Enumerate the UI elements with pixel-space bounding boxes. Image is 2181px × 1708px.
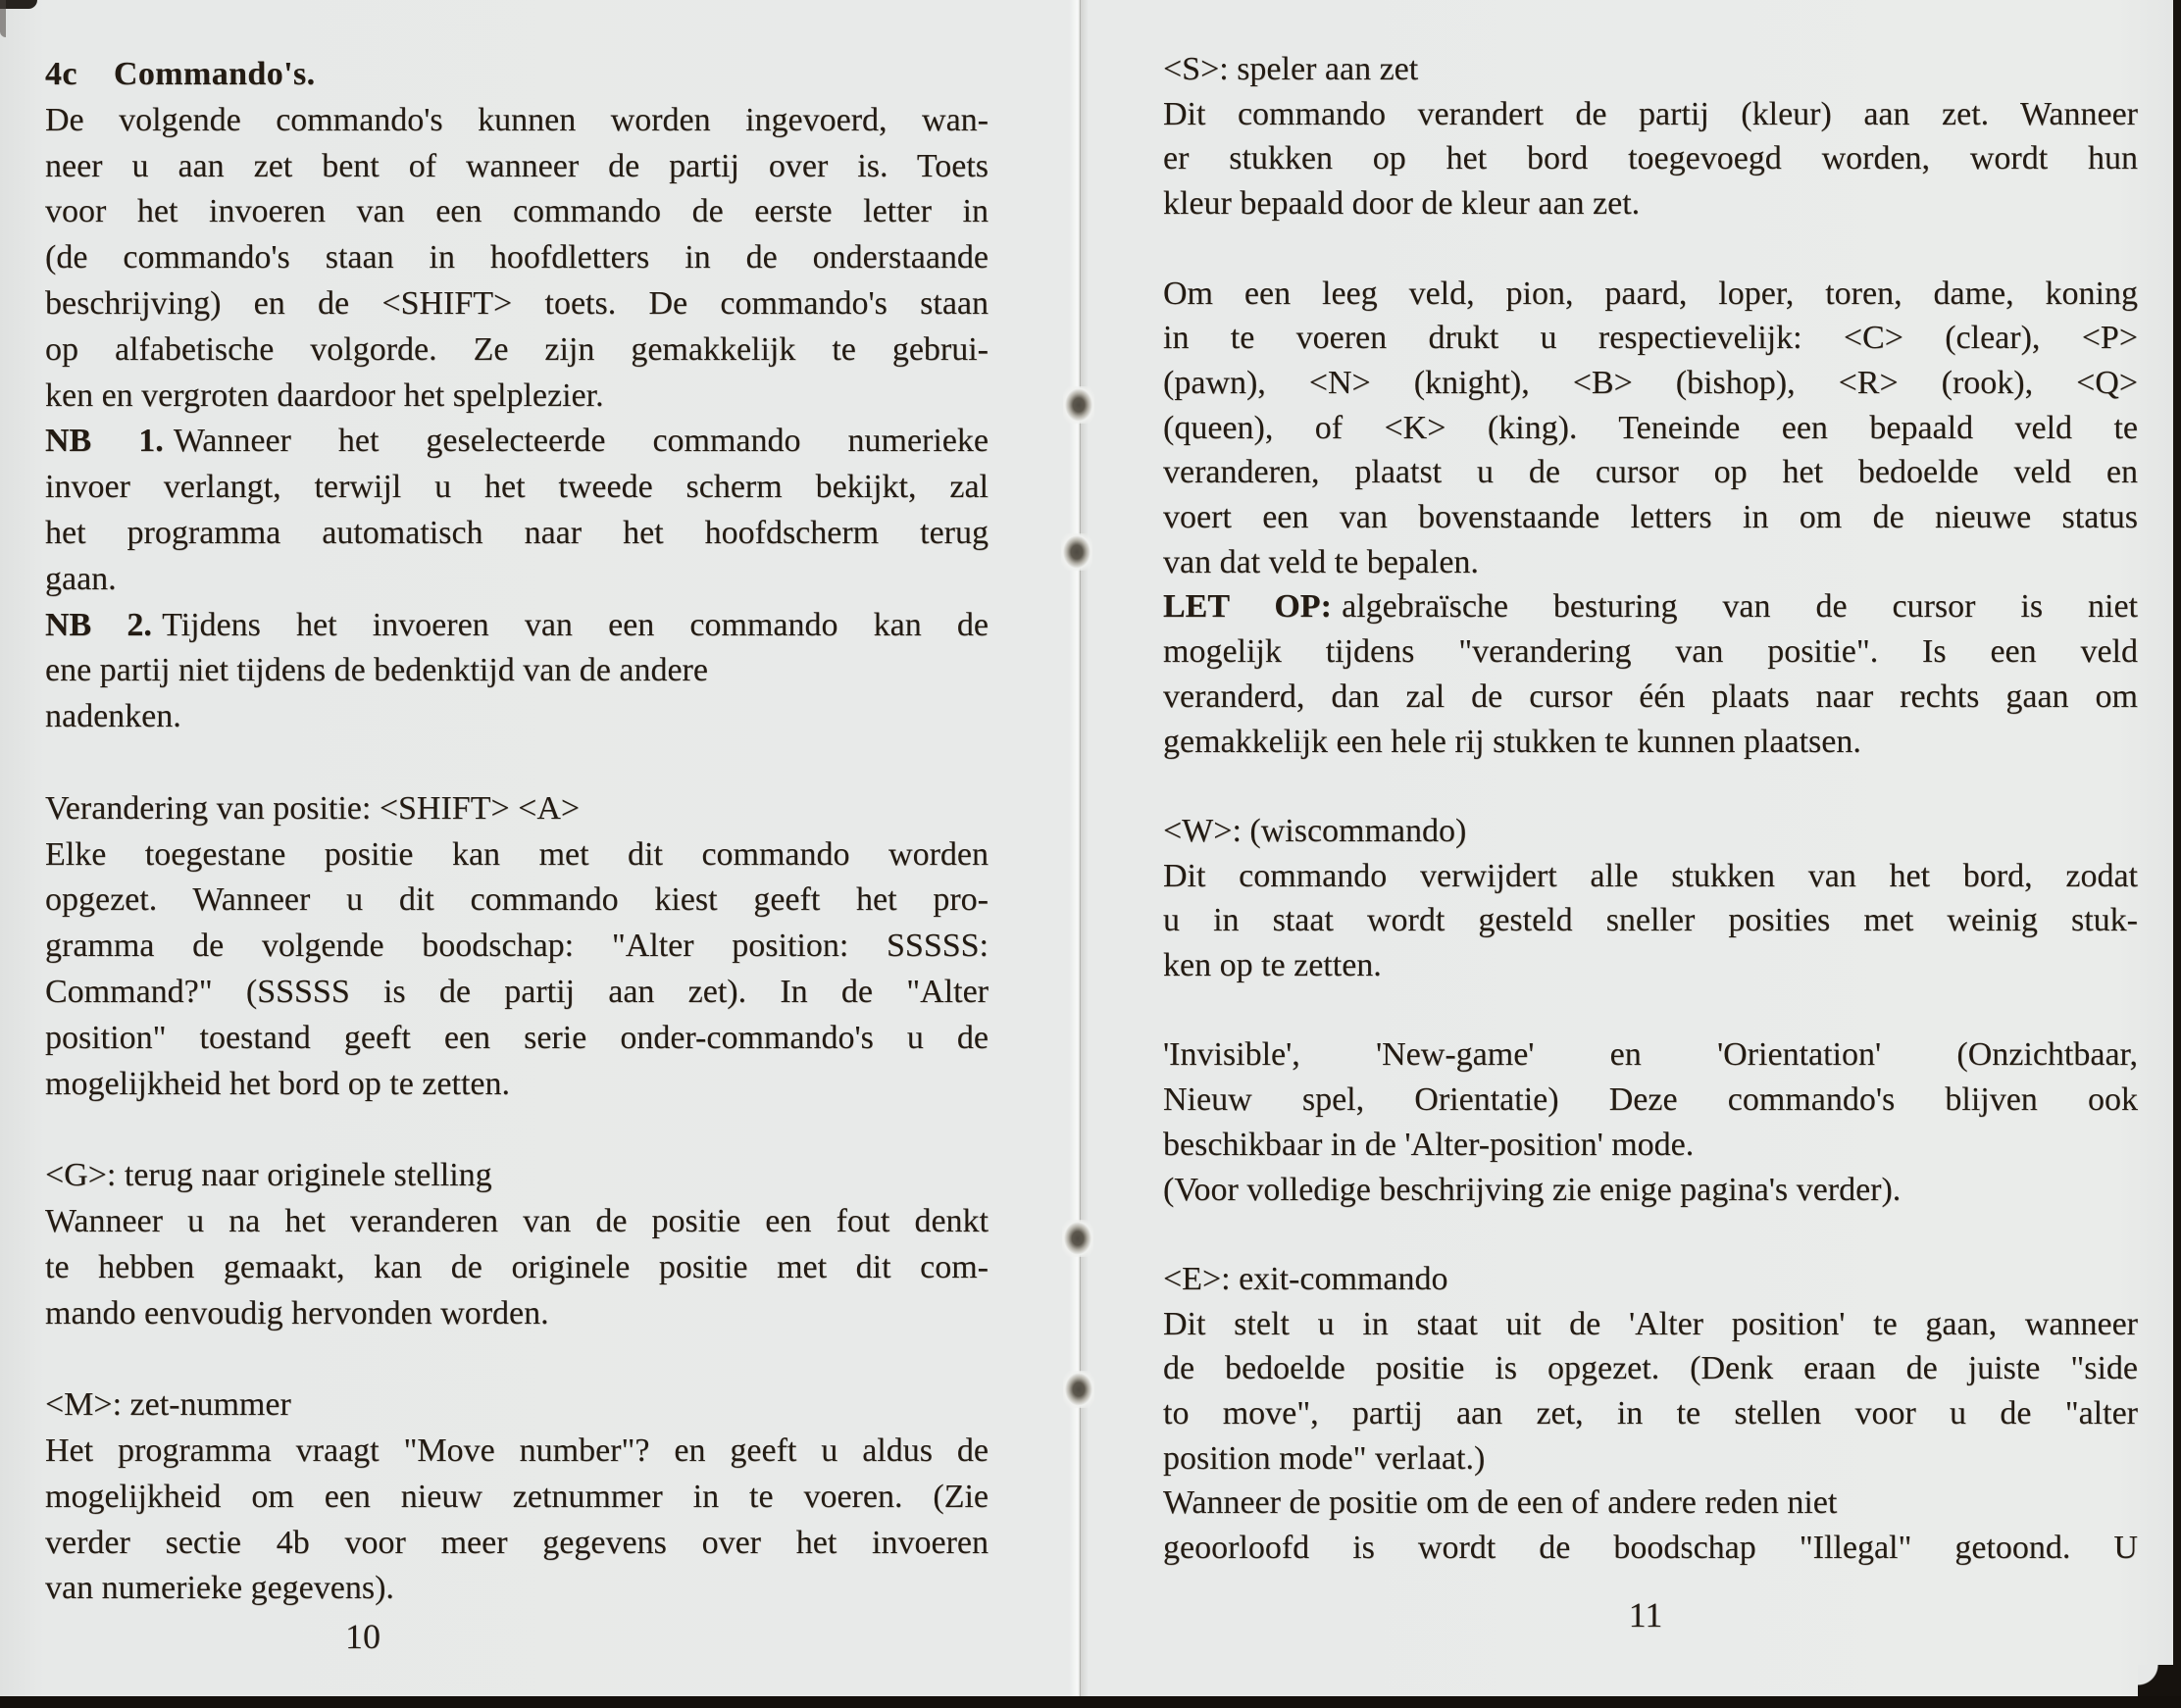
text-line: opgezet. Wanneer u dit commando kiest geeft het pro- (45, 881, 989, 919)
staple-mark (1061, 533, 1092, 571)
text-line: (pawn), <N> (knight), <B> (bishop), <R> (rook), <Q> (1163, 364, 2138, 401)
page-number-right: 11 (1628, 1595, 1663, 1634)
text-line: er stukken op het bord toegevoegd worden, wordt hun (1163, 140, 2138, 177)
staple-mark (1062, 1220, 1093, 1257)
text-line: voert een van bovenstaande letters in om de nieuwe status (1163, 499, 2138, 536)
text-line: beschikbaar in de 'Alter-position' mode. (1163, 1126, 1695, 1163)
text-line: Elke toegestane positie kan met dit commando worden (45, 835, 989, 873)
paragraph-gap (45, 1336, 989, 1382)
text-line: neer u aan zet bent of wanneer de partij over is. Toets (45, 147, 989, 184)
scan-corner-bottom-right (2138, 1665, 2173, 1696)
paragraph-gap (45, 740, 989, 786)
text-line: te hebben gemaakt, kan de originele positie met dit com- (45, 1248, 989, 1285)
text-line: van numerieke gegevens). (45, 1570, 394, 1607)
page-number-left: 10 (345, 1617, 380, 1656)
paragraph-gap (1163, 1212, 2138, 1257)
staple-mark (1063, 1371, 1094, 1408)
scan-edge-bottom (0, 1696, 2181, 1708)
section-number: 4c (45, 56, 77, 92)
center-fold (1069, 0, 1089, 1696)
text-line: de bedoelde positie is opgezet. (Denk eraan de juiste "side (1163, 1350, 2138, 1387)
text-line: veranderd, dan zal de cursor één plaats naar rechts gaan om (1163, 678, 2138, 715)
text-line: geoorloofd is wordt de boodschap "Illegal" getoond. U (1163, 1530, 2138, 1567)
right-page (1163, 47, 2138, 1571)
text-line: kleur bepaald door de kleur aan zet. (1163, 185, 1641, 223)
text-line: (queen), of <K> (king). Teneinde een bepaald veld te (1163, 409, 2138, 446)
bold-lead: NB 1. (45, 423, 164, 460)
text-line: ene partij niet tijdens de bedenktijd van de andere (45, 652, 708, 689)
text-line: het programma automatisch naar het hoofdscherm terug (45, 514, 989, 551)
text-line: position" toestand geeft een serie onder-commando's u de (45, 1019, 989, 1056)
text-line: to move", partij aan zet, in te stellen voor u de "alter (1163, 1395, 2138, 1432)
center-fold-crease (1080, 0, 1081, 1696)
text-line: <G>: terug naar originele stelling (45, 1157, 492, 1194)
text-line: Dit commando verwijdert alle stukken van het bord, zodat (1163, 857, 2138, 894)
text-line: in te voeren drukt u respectievelijk: <C> (clear), <P> (1163, 320, 2138, 357)
text-line: voor het invoeren van een commando de eerste letter in (45, 193, 989, 230)
scan-corner-top-left-edge (0, 0, 6, 37)
section-title: Commando's. (113, 56, 316, 92)
text-line: veranderen, plaatst u de cursor op het bedoelde veld en (1163, 454, 2138, 491)
text-line: Om een leeg veld, pion, paard, loper, toren, dame, koning (1163, 275, 2138, 312)
text-line: Nieuw spel, Orientatie) Deze commando's blijven ook (1163, 1081, 2138, 1119)
text-line: <M>: zet-nummer (45, 1386, 291, 1424)
staple-mark (1063, 386, 1094, 424)
text-line: NB 1. Wanneer het geselecteerde commando numerieke (45, 423, 989, 460)
text-line: (Voor volledige beschrijving zie enige pagina's verder). (1163, 1171, 1902, 1208)
text-line: Het programma vraagt "Move number"? en geeft u aldus de (45, 1432, 989, 1469)
bold-lead: NB 2. (45, 606, 152, 643)
text-line: mogelijkheid het bord op te zetten. (45, 1065, 510, 1102)
paragraph-gap (1163, 226, 2138, 272)
text-line: Verandering van positie: <SHIFT> <A> (45, 789, 581, 827)
text-line: nadenken. (45, 698, 181, 735)
left-page (45, 52, 989, 1612)
text-line: NB 2. Tijdens het invoeren van een commando kan de (45, 606, 989, 643)
text-line: ken op te zetten. (1163, 947, 1382, 984)
text-line: van dat veld te bepalen. (1163, 543, 1479, 580)
text-line: Wanneer u na het veranderen van de positie een fout denkt (45, 1202, 989, 1239)
text-line: gramma de volgende boodschap: "Alter position: SSSSS: (45, 928, 989, 965)
text-line: 'Invisible', 'New-game' en 'Orientation' (Onzichtbaar, (1163, 1036, 2138, 1074)
text-line: mogelijkheid om een nieuw zetnummer in te voeren. (Zie (45, 1478, 989, 1515)
text-line: De volgende commando's kunnen worden ingevoerd, wan- (45, 101, 989, 138)
text-line: (de commando's staan in hoofdletters in de onderstaande (45, 239, 989, 276)
scan-edge-right (2173, 0, 2181, 1708)
bold-lead: LET OP: (1163, 588, 1332, 626)
text-line: Dit stelt u in staat uit de 'Alter position' te gaan, wanneer (1163, 1305, 2138, 1342)
text-line: <W>: (wiscommando) (1163, 812, 1467, 849)
text-line: Wanneer de positie om de een of andere reden niet (1163, 1484, 1838, 1522)
text-line: Dit commando verandert de partij (kleur) aan zet. Wanneer (1163, 95, 2138, 132)
text-line: verder sectie 4b voor meer gegevens over het invoeren (45, 1524, 989, 1561)
text-line: <S>: speler aan zet (1163, 51, 1419, 87)
text-line: mando eenvoudig hervonden worden. (45, 1294, 549, 1331)
paragraph-gap (1163, 764, 2138, 809)
text-line: beschrijving) en de <SHIFT> toets. De commando's staan (45, 284, 989, 322)
text-line: Command?" (SSSSS is de partij aan zet). In de "Alter (45, 973, 989, 1010)
paragraph-gap (45, 1107, 989, 1153)
text-line: op alfabetische volgorde. Ze zijn gemakkelijk te gebrui- (45, 330, 989, 368)
text-line: mogelijk tijdens "verandering van positie". Is een veld (1163, 633, 2138, 671)
text-line: gaan. (45, 560, 117, 597)
text-line: gemakkelijk een hele rij stukken te kunnen plaatsen. (1163, 723, 1861, 760)
text-line: invoer verlangt, terwijl u het tweede scherm bekijkt, zal (45, 469, 989, 506)
text-line: ken en vergroten daardoor het spelplezier. (45, 377, 604, 414)
text-line: position mode" verlaat.) (1163, 1439, 1486, 1477)
section-heading (45, 52, 989, 98)
text-line: LET OP: algebraïsche besturing van de cursor is niet (1163, 588, 2138, 626)
text-line: u in staat wordt gesteld sneller posities met weinig stuk- (1163, 902, 2138, 939)
text-line: <E>: exit-commando (1163, 1260, 1448, 1297)
paragraph-gap (1163, 988, 2138, 1033)
